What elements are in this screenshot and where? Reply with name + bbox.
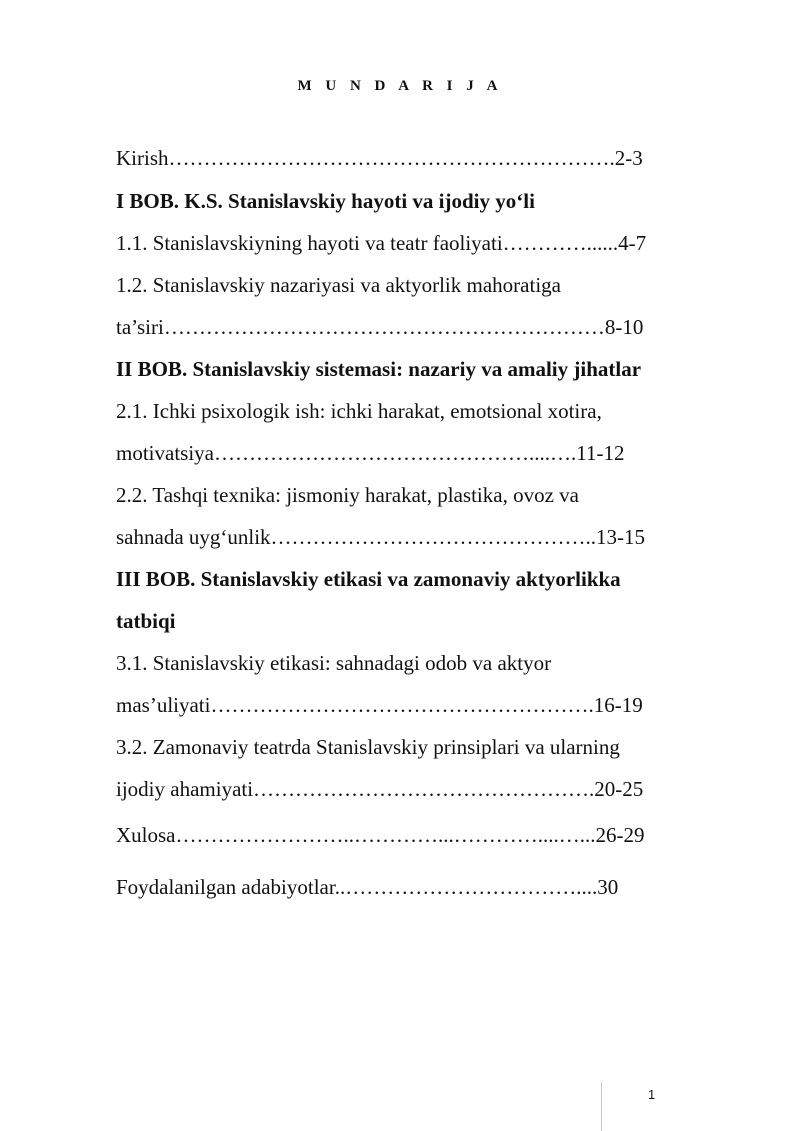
- toc-entry-3-2-line2: ijodiy ahamiyati………………………………………….20-25: [116, 777, 644, 801]
- toc-entry-1-2-line1: 1.2. Stanislavskiy nazariyasi va aktyorlik mahoratiga: [116, 273, 561, 297]
- toc-chapter-3-title-line2: tatbiqi: [116, 609, 176, 633]
- footer-divider: [601, 1082, 602, 1131]
- page-number: 1: [648, 1087, 656, 1102]
- toc-entry-adabiyotlar: Foydalanilgan adabiyotlar..……………………………....30: [116, 875, 619, 899]
- toc-entry-3-1-line1: 3.1. Stanislavskiy etikasi: sahnadagi odob va aktyor: [116, 651, 552, 675]
- toc-entry-2-2-line1: 2.2. Tashqi texnika: jismoniy harakat, plastika, ovoz va: [116, 483, 579, 507]
- toc-entry-xulosa: Xulosa……………………..…………...…………....…...26-29: [116, 823, 645, 847]
- toc-entry-2-1-line2: motivatsiya………………………………………....….11-12: [116, 441, 625, 465]
- toc-entry-1-2-line2: ta’siri………………………………………………………8-10: [116, 315, 644, 339]
- toc-heading: M U N D A R I J A: [297, 78, 503, 94]
- toc-entry-2-2-line2: sahnada uyg‘unlik………………………………………..13-15: [116, 525, 646, 549]
- toc-entry-2-1-line1: 2.1. Ichki psixologik ish: ichki harakat, emotsional xotira,: [116, 399, 602, 423]
- toc-entry-3-1-line2: mas’uliyati……………………………………………….16-19: [116, 693, 643, 717]
- toc-entry-kirish: Kirish……………………………………………………….2-3: [116, 146, 643, 170]
- toc-chapter-2-title: II BOB. Stanislavskiy sistemasi: nazariy va amaliy jihatlar: [116, 357, 642, 381]
- toc-entry-1-1: 1.1. Stanislavskiyning hayoti va teatr faoliyati…………......4-7: [116, 231, 647, 255]
- toc-chapter-1-title: I BOB. K.S. Stanislavskiy hayoti va ijodiy yo‘li: [116, 189, 535, 213]
- toc-entry-3-2-line1: 3.2. Zamonaviy teatrda Stanislavskiy prinsiplari va ularning: [116, 735, 620, 759]
- toc-chapter-3-title-line1: III BOB. Stanislavskiy etikasi va zamonaviy aktyorlikka: [116, 567, 621, 591]
